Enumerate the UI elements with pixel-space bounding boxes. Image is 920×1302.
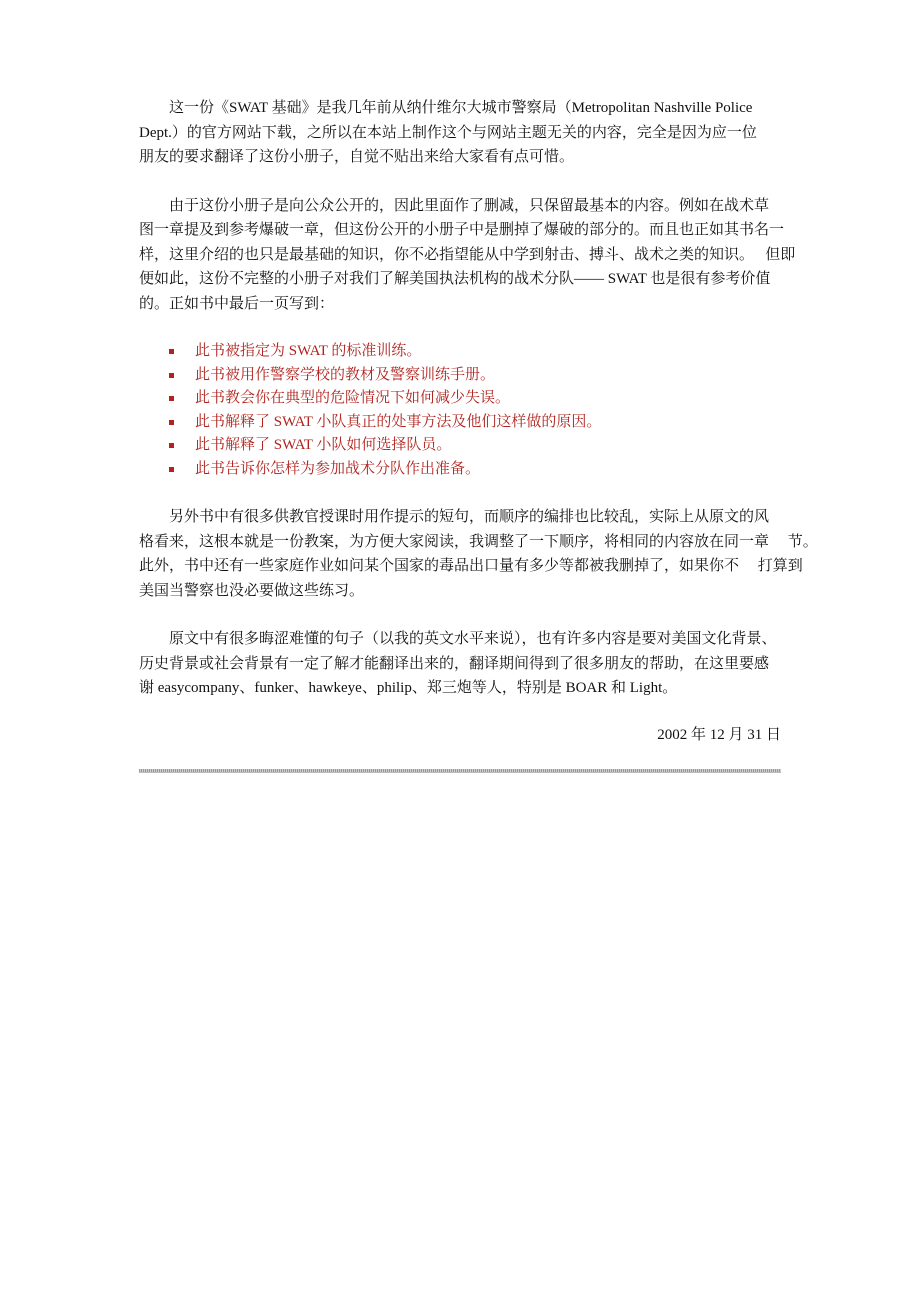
list-item-text: 此书被指定为 SWAT 的标准训练。 — [195, 343, 422, 359]
book-features-list — [139, 340, 781, 481]
text-line: 谢 easycompany、funker、hawkeye、philip、郑三炮等人，特别是 BOAR 和 Light。 — [139, 680, 678, 696]
document-date: 2002 年 12 月 31 日 — [657, 726, 781, 743]
bullet-icon — [169, 349, 174, 354]
list-item-text: 此书告诉你怎样为参加战术分队作出准备。 — [195, 460, 481, 477]
text-line: 历史背景或社会背景有一定了解才能翻译出来的，翻译期间得到了很多朋友的帮助，在这里要感 — [139, 655, 770, 672]
list-item — [139, 411, 781, 435]
text-line: 样，这里介绍的也只是最基础的知识，你不必指望能从中学到射击、搏斗、战术之类的知识。 但即 — [139, 246, 796, 263]
text-line: 另外书中有很多供教官授课时用作提示的短句，而顺序的编排也比较乱，实际上从原文的风 — [169, 509, 770, 525]
list-item — [139, 458, 781, 482]
list-item-text: 此书教会你在典型的危险情况下如何减少失误。 — [195, 390, 511, 406]
bullet-icon — [169, 420, 174, 425]
bullet-icon — [169, 396, 174, 401]
list-item — [139, 340, 781, 364]
document-body — [139, 96, 818, 747]
bullet-icon — [169, 467, 174, 472]
paragraph-content-note — [139, 194, 796, 317]
paragraph-thanks — [139, 627, 781, 701]
text-line: 的。正如书中最后一页写到： — [139, 295, 335, 312]
text-line: 原文中有很多晦涩难懂的句子（以我的英文水平来说），也有许多内容是要对美国文化背景、 — [169, 631, 777, 647]
paragraph-ordering-note — [139, 505, 818, 603]
text-line: 美国当警察也没必要做这些练习。 — [139, 582, 365, 599]
bullet-icon — [169, 443, 174, 448]
paragraph-intro — [139, 96, 781, 170]
list-item — [139, 364, 781, 388]
text-line: Dept.）的官方网站下载，之所以在本站上制作这个与网站主题无关的内容，完全是因为应一位 — [139, 124, 757, 141]
list-item-text: 此书解释了 SWAT 小队如何选择队员。 — [195, 437, 452, 453]
bullet-icon — [169, 373, 174, 378]
text-line: 这一份《SWAT 基础》是我几年前从纳什维尔大城市警察局（Metropolitan Nashville Police — [169, 100, 753, 116]
horizontal-rule — [139, 769, 781, 773]
text-line: 由于这份小册子是向公众公开的，因此里面作了删减，只保留最基本的内容。例如在战术草 — [169, 197, 770, 214]
list-item-text: 此书被用作警察学校的教材及警察训练手册。 — [195, 366, 496, 383]
list-item — [139, 387, 781, 411]
list-item — [139, 434, 781, 458]
text-line: 图一章提及到参考爆破一章，但这份公开的小册子中是删掉了爆破的部分的。而且也正如其书名一 — [139, 222, 785, 238]
list-item-text: 此书解释了 SWAT 小队真正的处事方法及他们这样做的原因。 — [195, 413, 602, 430]
text-line: 此外，书中还有一些家庭作业如问某个国家的毒品出口量有多少等都被我删掉了，如果你不 打算到 — [139, 558, 803, 574]
text-line: 朋友的要求翻译了这份小册子，自觉不贴出来给大家看有点可惜。 — [139, 149, 575, 165]
text-line: 便如此，这份不完整的小册子对我们了解美国执法机构的战术分队—— SWAT 也是很有参考价值 — [139, 271, 771, 287]
text-line: 格看来，这根本就是一份教案，为方便大家阅读，我调整了一下顺序，将相同的内容放在同一章 节。 — [139, 533, 818, 550]
